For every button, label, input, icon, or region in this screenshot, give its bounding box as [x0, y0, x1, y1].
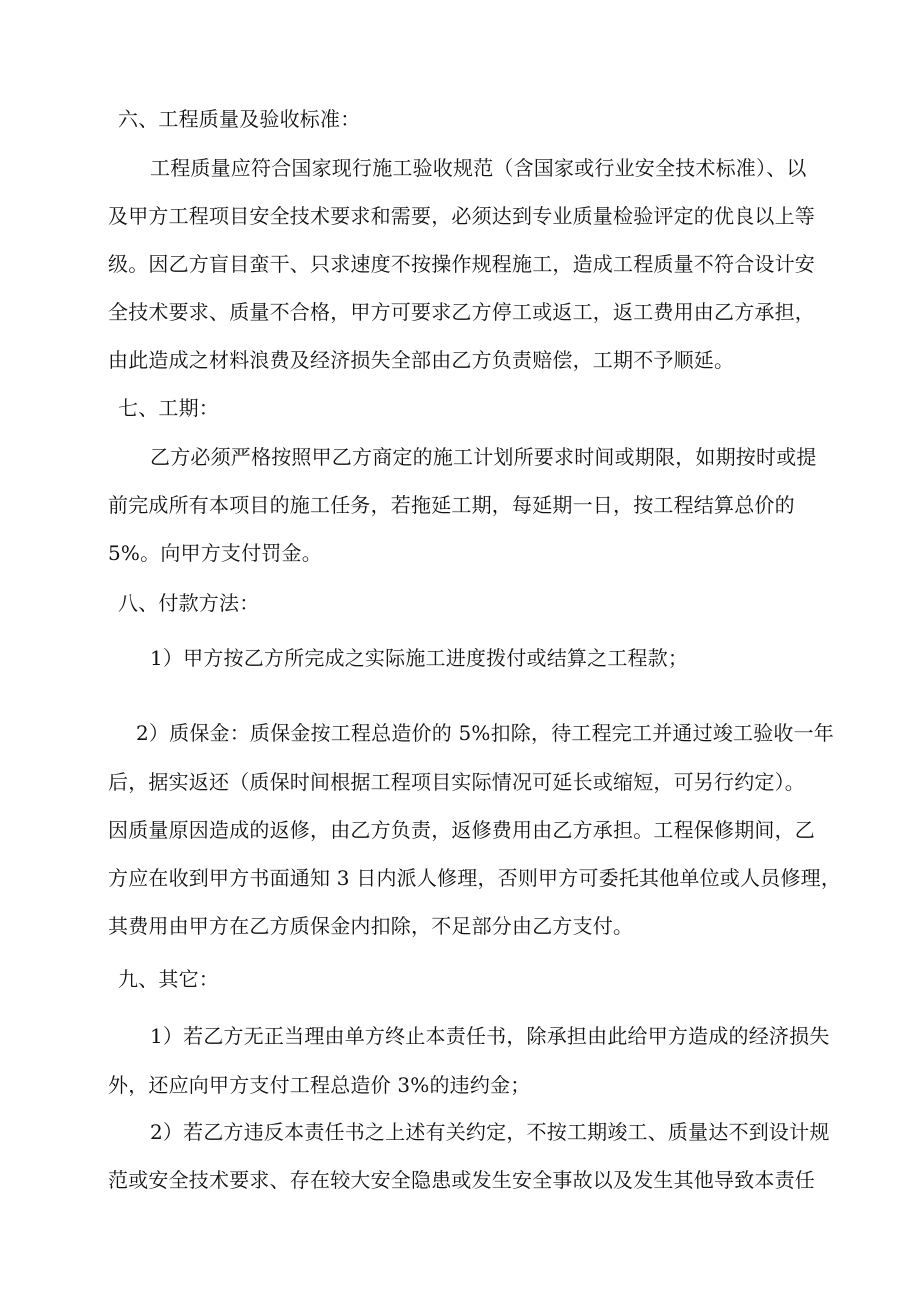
section-heading-other: 九、其它：	[118, 967, 219, 991]
paragraph-line: 5%。向甲方支付罚金。	[108, 541, 322, 565]
list-item-payment-1: 1）甲方按乙方所完成之实际施工进度拨付或结算之工程款；	[150, 646, 689, 670]
paragraph-line: 乙方必须严格按照甲乙方商定的施工计划所要求时间或期限，如期按时或提	[150, 445, 817, 469]
paragraph-line: 方应在收到甲方书面通知 3 日内派人修理，否则甲方可委托其他单位或人员修理，	[108, 866, 842, 890]
section-heading-schedule: 七、工期：	[118, 396, 219, 420]
list-item-other-1: 1）若乙方无正当理由单方终止本责任书，除承担由此给甲方造成的经济损失	[150, 1024, 830, 1048]
paragraph-line: 工程质量应符合国家现行施工验收规范（含国家或行业安全技术标准）、以	[150, 156, 807, 180]
paragraph-line: 级。因乙方盲目蛮干、只求速度不按操作规程施工，造成工程质量不符合设计安	[108, 252, 815, 276]
section-heading-quality: 六、工程质量及验收标准：	[118, 107, 361, 131]
paragraph-line: 后，据实返还（质保时间根据工程项目实际情况可延长或缩短，可另行约定）。	[108, 770, 805, 794]
section-heading-payment: 八、付款方法：	[118, 591, 260, 615]
list-item-other-2: 2）若乙方违反本责任书之上述有关约定，不按工期竣工、质量达不到设计规	[150, 1120, 830, 1144]
paragraph-line: 因质量原因造成的返修，由乙方负责，返修费用由乙方承担。工程保修期间，乙	[108, 818, 815, 842]
paragraph-line: 外，还应向甲方支付工程总造价 3%的违约金；	[108, 1073, 531, 1097]
paragraph-line: 全技术要求、质量不合格，甲方可要求乙方停工或返工，返工费用由乙方承担，	[108, 300, 815, 324]
paragraph-line: 范或安全技术要求、存在较大安全隐患或发生安全事故以及发生其他导致本责任	[108, 1168, 815, 1192]
list-item-payment-2: 2）质保金：质保金按工程总造价的 5%扣除，待工程完工并通过竣工验收一年	[136, 721, 835, 745]
paragraph-line: 由此造成之材料浪费及经济损失全部由乙方负责赔偿，工期不予顺延。	[108, 348, 735, 372]
paragraph-line: 及甲方工程项目安全技术要求和需要，必须达到专业质量检验评定的优良以上等	[108, 204, 815, 228]
paragraph-line: 前完成所有本项目的施工任务，若拖延工期，每延期一日，按工程结算总价的	[108, 493, 795, 517]
paragraph-line: 其费用由甲方在乙方质保金内扣除，不足部分由乙方支付。	[108, 914, 634, 938]
